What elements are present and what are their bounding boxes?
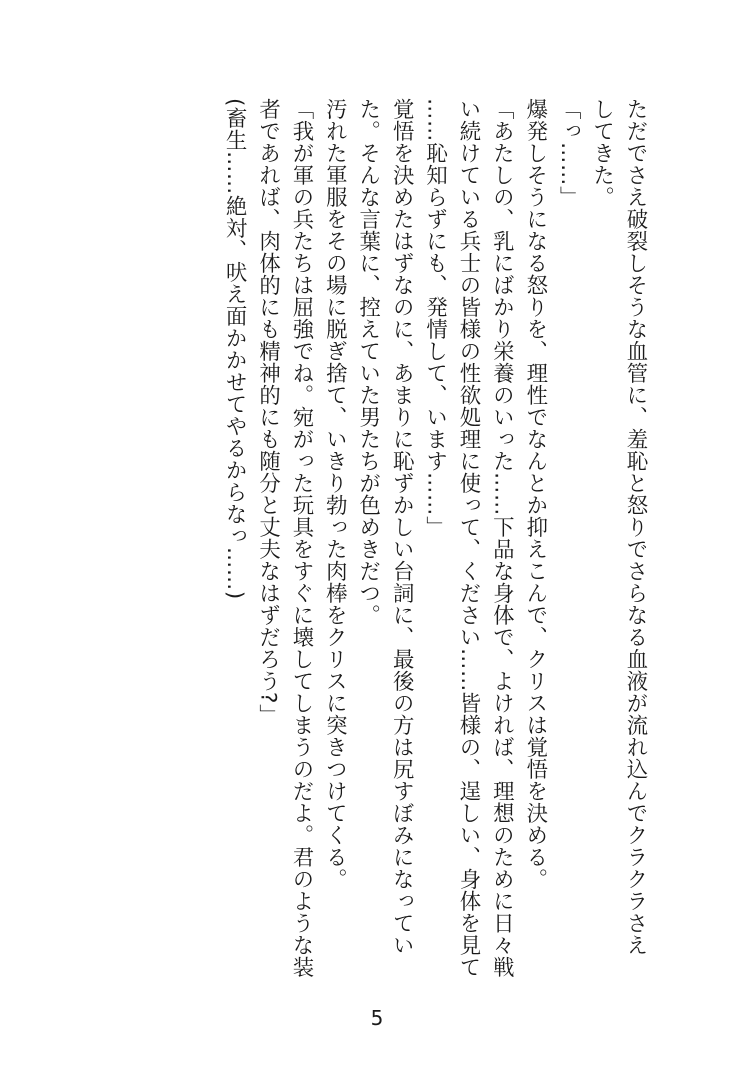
text-line: 覚悟を決めたはずなのに、あまりに恥ずかしい台詞に、最後の方は尻すぼみになってい (389, 98, 415, 956)
vertical-text-body (218, 98, 652, 1010)
text-line: (畜生……絶対、吠え面かかせてやるからなっ……) (222, 98, 248, 600)
text-line: 汚れた軍服をその場に脱ぎ捨て、いきり勃った肉棒をクリスに突きつけてくる。 (322, 98, 348, 890)
text-line: 者であれば、肉体的にも精神的にも随分と丈夫なはずだろう?」 (255, 98, 281, 726)
text-line: 「っ……」 (556, 98, 582, 208)
text-line: 「あたしの、乳にばかり栄養のいった……下品な身体で、よければ、理想のために日々戦 (489, 98, 515, 978)
text-line: ただでさえ破裂しそうな血管に、羞恥と怒りでさらなる血液が流れ込んでクラクラさえ (623, 98, 648, 956)
text-line: た。そんな言葉に、控えていた男たちが色めきだつ。 (355, 98, 381, 626)
text-line: 「我が軍の兵たちは屈強でね。宛がった玩具をすぐに壊してしまうのだよ。君のような装 (288, 98, 314, 978)
text-line: 爆発しそうになる怒りを、理性でなんとか抑えこんで、クリスは覚悟を決める。 (522, 98, 548, 890)
text-line: い続けている兵士の皆様の性欲処理に使って、ください……皆様の、逞しい、身体を見て (455, 98, 481, 978)
text-line: ……恥知らずにも、発情して、います……」 (422, 98, 448, 538)
page-number: 5 (370, 1006, 384, 1030)
text-line: してきた。 (589, 98, 615, 208)
